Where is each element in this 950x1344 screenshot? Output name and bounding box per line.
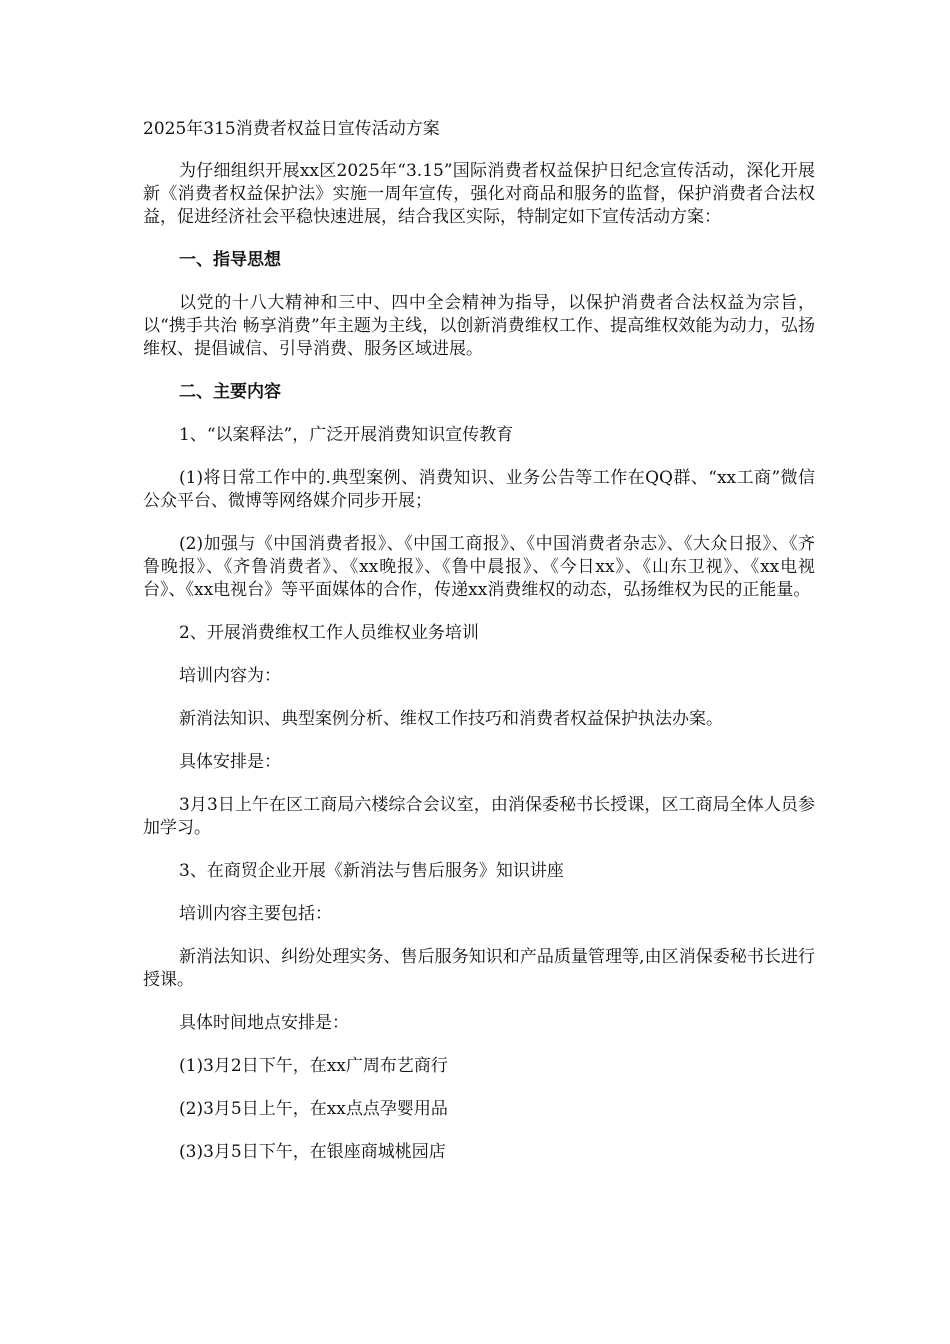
paragraph-arrangement-label: 具体安排是： bbox=[179, 752, 281, 772]
document-title: 2025年315消费者权益日宣传活动方案 bbox=[143, 119, 440, 139]
paragraph-schedule-label: 具体时间地点安排是： bbox=[179, 1013, 349, 1033]
heading-guiding-ideology: 一、指导思想 bbox=[179, 250, 281, 270]
paragraph-lecture-label: 培训内容主要包括： bbox=[179, 904, 332, 924]
paragraph-intro: 为仔细组织开展xx区2025年“3.15”国际消费者权益保护日纪念宣传活动，深化开展新《消费者权益保护法》实施一周年宣传，强化对商品和服务的监督，保护消费者合法权益，促进经济社会平稳快速进展，结合我区实际，特制定如下宣传活动方案： bbox=[143, 161, 815, 227]
paragraph-training-label: 培训内容为： bbox=[179, 666, 281, 686]
paragraph-item-1-2: (2)加强与《中国消费者报》、《中国工商报》、《中国消费者杂志》、《大众日报》、《齐鲁晚报》、《齐鲁消费者》、《xx晚报》、《鲁中晨报》、《今日xx》、《山东卫视》、《xx电视台》、《xx电视台》等平面媒体的合作，传递xx消费维权的动态，弘扬维权为民的正能量。 bbox=[143, 534, 815, 600]
document-body bbox=[143, 160, 815, 1184]
paragraph-item-3: 3、在商贸企业开展《新消法与售后服务》知识讲座 bbox=[179, 861, 564, 881]
paragraph-lecture-content: 新消法知识、纠纷处理实务、售后服务知识和产品质量管理等,由区消保委秘书长进行授课。 bbox=[143, 947, 815, 990]
paragraph-item-2: 2、开展消费维权工作人员维权业务培训 bbox=[179, 623, 479, 643]
paragraph-training-content: 新消法知识、典型案例分析、维权工作技巧和消费者权益保护执法办案。 bbox=[179, 709, 723, 729]
paragraph-item-1-1: (1)将日常工作中的.典型案例、消费知识、业务公告等工作在QQ群、“xx工商”微信公众平台、微博等网络媒介同步开展； bbox=[143, 468, 815, 511]
paragraph-schedule-3: (3)3月5日下午，在银座商城桃园店 bbox=[179, 1142, 446, 1162]
paragraph-schedule-1: (1)3月2日下午，在xx广周布艺商行 bbox=[179, 1056, 448, 1076]
paragraph-item-1: 1、“以案释法”，广泛开展消费知识宣传教育 bbox=[179, 425, 514, 445]
heading-main-content: 二、主要内容 bbox=[179, 382, 281, 402]
paragraph-arrangement: 3月3日上午在区工商局六楼综合会议室，由消保委秘书长授课，区工商局全体人员参加学习。 bbox=[143, 795, 815, 838]
paragraph-schedule-2: (2)3月5日上午，在xx点点孕婴用品 bbox=[179, 1099, 448, 1119]
paragraph-ideology: 以党的十八大精神和三中、四中全会精神为指导，以保护消费者合法权益为宗旨，以“携手共治 畅享消费”年主题为主线，以创新消费维权工作、提高维权效能为动力，弘扬维权、提倡诚信、引导消费、服务区域进展。 bbox=[143, 293, 815, 359]
